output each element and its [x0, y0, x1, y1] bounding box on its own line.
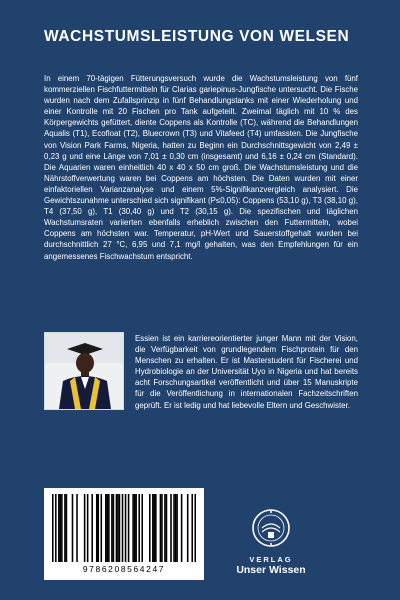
- publisher-logo: [228, 508, 314, 578]
- barcode-bar: [97, 494, 99, 562]
- author-photo: [44, 332, 124, 410]
- barcode-bar: [113, 494, 115, 562]
- barcode-bar: [134, 494, 136, 562]
- barcode-bars: [52, 494, 196, 562]
- barcode-bar: [132, 494, 134, 562]
- barcode-bar: [191, 494, 193, 562]
- barcode-bar: [135, 494, 137, 562]
- barcode-bar: [173, 494, 175, 562]
- barcode-bar: [128, 494, 130, 562]
- isbn-barcode: [44, 488, 204, 580]
- barcode-bar: [84, 494, 86, 562]
- publisher-seal-icon: [251, 508, 291, 548]
- author-bio: Essien ist ein karriereorientierter junger Mann mit der Vision, die Verfügbarkeit von grundlegendem Fischprotein für den Menschen zu erhalten. Er ist Masterstudent für Fischerei und Hydrobiologie an der Universität Uyo in Nigeria und hat bereits acht Forschungsartikel veröffentlicht und über 15 Manuskripte für die Veröffentlichung in internationalen Fachzeitschriften geprüft. Er ist ledig und hat liebevolle Eltern und Geschwister.: [135, 334, 358, 410]
- barcode-bar: [105, 494, 107, 562]
- book-title: WACHSTUMSLEISTUNG VON WELSEN: [44, 28, 350, 45]
- barcode-bar: [96, 494, 98, 562]
- publisher-verlag-label: VERLAG: [249, 555, 293, 564]
- barcode-bar: [166, 494, 168, 562]
- author-portrait-icon: [45, 333, 123, 409]
- barcode-bar: [55, 494, 57, 562]
- publisher-name: Unser Wissen: [236, 564, 306, 576]
- barcode-bar: [164, 494, 166, 562]
- barcode-bar: [155, 494, 157, 562]
- barcode-bar: [91, 494, 93, 562]
- barcode-bar: [149, 494, 151, 562]
- barcode-bar: [116, 494, 118, 562]
- barcode-bar: [76, 494, 78, 562]
- barcode-bar: [161, 494, 163, 562]
- barcode-bar: [141, 494, 143, 562]
- barcode-bar: [122, 494, 124, 562]
- barcode-bar: [117, 494, 119, 562]
- barcode-bar: [125, 494, 127, 562]
- barcode-bar: [194, 494, 196, 562]
- barcode-bar: [101, 494, 103, 562]
- barcode-bar: [87, 494, 89, 562]
- barcode-bar: [58, 494, 60, 562]
- barcode-bar: [160, 494, 162, 562]
- barcode-bar: [181, 494, 183, 562]
- barcode-bar: [108, 494, 110, 562]
- barcode-bar: [60, 494, 62, 562]
- barcode-bar: [176, 494, 178, 562]
- barcode-bar: [175, 494, 177, 562]
- barcode-bar: [154, 494, 156, 562]
- barcode-bar: [64, 494, 66, 562]
- barcode-bar: [66, 494, 68, 562]
- barcode-bar: [72, 494, 74, 562]
- barcode-bar: [138, 494, 140, 562]
- book-abstract: In einem 70-tägigen Fütterungsversuch wurde die Wachstumsleistung von fünf kommerziellen Fischfuttermitteln für Clarias gariepinus-Jungfische untersucht. Die Fische wurden nach dem Zufallsprinzip in fünf Behandlungstanks mit einer Wiederholung und einer Kontrolle mit 20 Fischen pro Tank aufgeteilt. Zweimal täglich mit 10 % des Körpergewichts gefüttert, diente Coppens als Kontrolle (TC), während die Behandlungen Aqualis (T1), Ecofloat (T2), Bluecrown (T3) und Vitafeed (T4) umfassten. Die Jungfische von Vision Park Farms, Nigeria, hatten zu Beginn ein Durchschnittsgewicht von 2,49 ± 0,23 g und eine Länge von 7,01 ± 0,30 cm (insgesamt) und 6,16 ± 0,24 cm (Standard). Die Aquarien waren einheitlich 40 x 40 x 50 cm groß. Die Wachstumsleistung und die Nährstoffverwertung waren bei Coppens am höchsten. Die Daten wurden mit einer einfaktoriellen Varianzanalyse und einem 5%-Signifikanzvergleich analysiert. Die Gewichtszunahme unterschied sich signifikant (P≤0,05): Coppens (53,10 g), T3 (38,10 g), T4 (37,50 g), T1 (30,40 g) und T2 (30,15 g). Die spezifischen und täglichen Wachstumsraten variierten ebenfalls erheblich zwischen den Futtermitteln, wobei Coppens am höchsten war. Temperatur, pH-Wert und Sauerstoffgehalt wurden bei durchschnittlich 27 °C, 6,95 und 7,1 mg/l gehalten, was den Empfehlungen für ein angemessenes Fischwachstum entspricht.: [44, 74, 358, 261]
- barcode-bar: [152, 494, 154, 562]
- barcode-bar: [107, 494, 109, 562]
- barcode-bar: [52, 494, 54, 562]
- isbn-number: 9786208564247: [82, 564, 166, 574]
- barcode-bar: [187, 494, 189, 562]
- barcode-bar: [111, 494, 113, 562]
- barcode-bar: [170, 494, 172, 562]
- barcode-bar: [119, 494, 121, 562]
- barcode-bar: [61, 494, 63, 562]
